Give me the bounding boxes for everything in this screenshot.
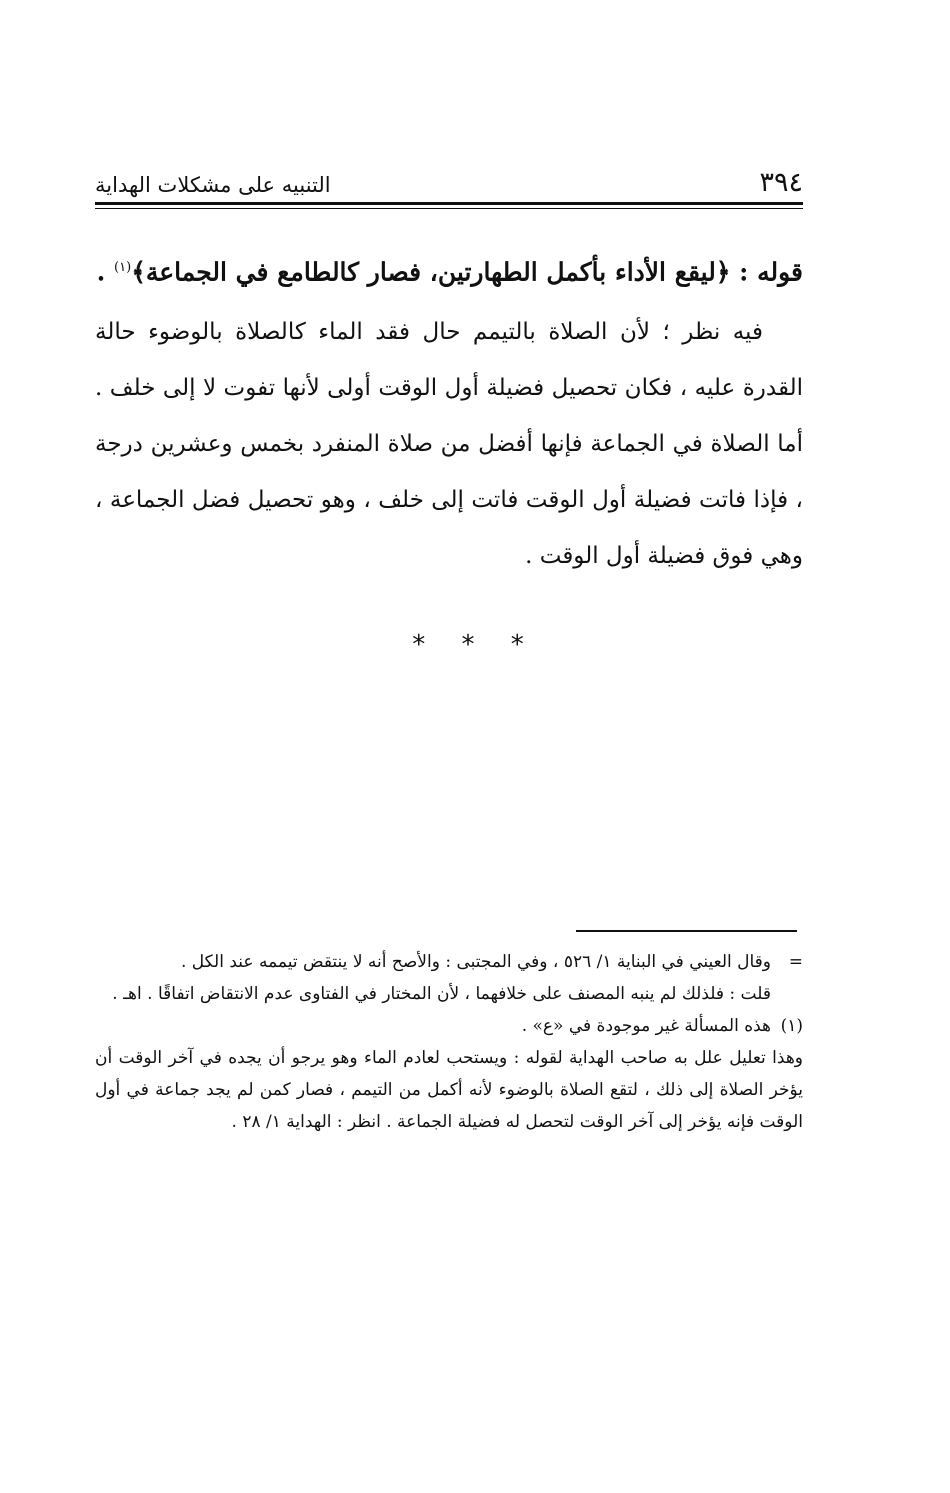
- footnotes: [95, 946, 803, 1138]
- footnote-1-text: هذه المسألة غير موجودة في «ع» .: [521, 1016, 771, 1036]
- footnote-1: [95, 1010, 803, 1042]
- lead-quote-end: .: [96, 257, 115, 287]
- footnote-comment: قلت : فلذلك لم ينبه المصنف على خلافهما ، لأن المختار في الفتاوى عدم الانتقاض اتفاقًا . اهـ .: [112, 984, 771, 1004]
- lead-quote: [95, 240, 803, 300]
- section-ornament: * * *: [412, 630, 538, 660]
- footnote-separator: [576, 930, 797, 932]
- continuation-mark: =: [788, 952, 803, 972]
- header-rule-thick: [95, 202, 803, 205]
- commentary-paragraph: فيه نظر ؛ لأن الصلاة بالتيمم حال فقد الماء كالصلاة بالوضوء حالة القدرة عليه ، فكان تحصيل فضيلة أول الوقت أولى لأنها تفوت لا إلى خلف . أما الصلاة في الجماعة فإنها أفضل من صلاة المنفرد بخمس وعشرين درجة ، فإذا فاتت فضيلة أول الوقت فاتت إلى خلف ، وهو تحصيل فضل الجماعة ، وهي فوق فضيلة أول الوقت .: [95, 319, 803, 570]
- footnote-1-detail: وهذا تعليل علل به صاحب الهداية لقوله : ويستحب لعادم الماء وهو يرجو أن يجده في آخر الوقت أن يؤخر الصلاة إلى ذلك ، لتقع الصلاة بالوضوء لأنه أكمل من التيمم ، فصار كمن لم يجد جماعة في أول الوقت فإنه يؤخر إلى آخر الوقت لتحصل له فضيلة الجماعة . انظر : الهداية ١/ ٢٨ .: [95, 1048, 803, 1132]
- footnote-1-mark: (١): [780, 1016, 803, 1036]
- page-header: [95, 160, 803, 196]
- footnote-reference[interactable]: (١): [114, 260, 132, 275]
- header-rule-thin: [95, 208, 803, 209]
- lead-quote-text: قوله : ﴿ليقع الأداء بأكمل الطهارتين، فصار كالطامع في الجماعة﴾: [131, 257, 803, 287]
- main-text: [95, 240, 803, 584]
- running-title: التنبيه على مشكلات الهداية: [95, 173, 331, 197]
- footnote-continuation: [95, 946, 803, 978]
- continuation-text: وقال العيني في البناية ١/ ٥٢٦ ، وفي المجتبى : والأصح أنه لا ينتقض تيممه عند الكل .: [180, 952, 771, 972]
- page-number: ٣٩٤: [759, 167, 803, 198]
